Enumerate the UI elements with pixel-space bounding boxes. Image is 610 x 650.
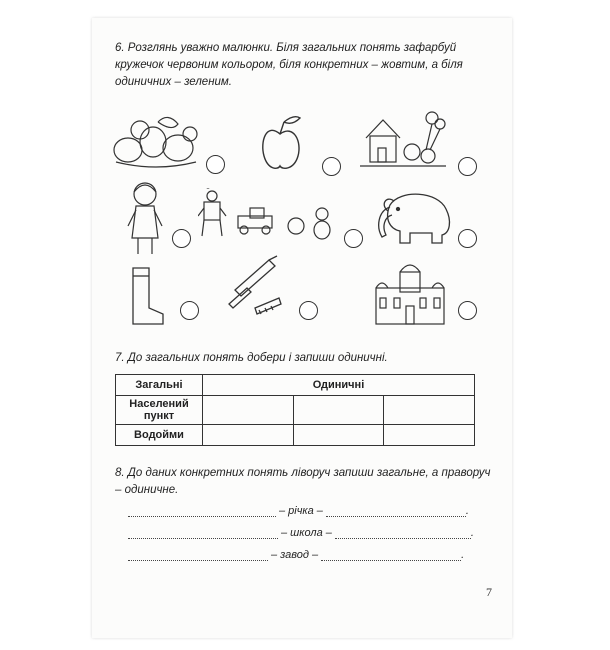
answer-cell[interactable] xyxy=(293,396,384,425)
elephant-icon xyxy=(370,185,458,247)
answer-blank-left[interactable] xyxy=(128,528,278,539)
answer-cell[interactable] xyxy=(384,396,475,425)
fill-line-row: – завод – . xyxy=(128,549,464,561)
answer-circle[interactable] xyxy=(206,155,225,174)
fill-line-row: – школа – . xyxy=(128,527,474,539)
given-word: – завод – xyxy=(271,549,319,561)
answer-blank-left[interactable] xyxy=(128,506,276,517)
vegetables-fruits-pile-icon xyxy=(108,112,203,170)
answer-cell[interactable] xyxy=(203,396,294,425)
task-6-instructions: 6. Розглянь уважно малюнки. Біля загальних понять зафарбуй кружечок червоним кольором, біля конкретних – жовтим, а біля одиничних – зеленим. xyxy=(115,42,463,88)
task-8-instructions: 8. До даних конкретних понять ліворуч запиши загальне, а праворуч – одиничне. xyxy=(115,467,491,496)
row-label: Водойми xyxy=(116,425,203,446)
given-word: – школа – xyxy=(281,527,332,539)
answer-circle[interactable] xyxy=(322,157,341,176)
tools-icon xyxy=(225,252,285,324)
row-label: Населений пункт xyxy=(116,396,203,425)
page-number: 7 xyxy=(486,585,492,599)
task-7-instructions: 7. До загальних понять добери і запиши одиничні. xyxy=(115,352,388,364)
answer-cell[interactable] xyxy=(384,425,475,446)
toys-group-icon xyxy=(198,188,338,244)
answer-cell[interactable] xyxy=(293,425,384,446)
answer-blank-right[interactable] xyxy=(326,506,466,517)
cathedral-icon xyxy=(370,258,450,330)
answer-blank-left[interactable] xyxy=(128,550,268,561)
apple-icon xyxy=(258,112,303,174)
column-header-single: Одиничні xyxy=(203,375,475,396)
answer-blank-right[interactable] xyxy=(335,528,471,539)
answer-circle[interactable] xyxy=(458,157,477,176)
table-row xyxy=(116,425,475,446)
girl-doll-icon xyxy=(124,180,166,258)
answer-blank-right[interactable] xyxy=(321,550,461,561)
answer-circle[interactable] xyxy=(344,229,363,248)
answer-circle[interactable] xyxy=(172,229,191,248)
general-single-table xyxy=(115,374,475,446)
answer-circle[interactable] xyxy=(458,301,477,320)
column-header-general: Загальні xyxy=(116,375,203,396)
table-row xyxy=(116,396,475,425)
boot-icon xyxy=(127,264,167,328)
answer-cell[interactable] xyxy=(203,425,294,446)
answer-circle[interactable] xyxy=(180,301,199,320)
cartoon-town-icon xyxy=(356,110,448,172)
answer-circle[interactable] xyxy=(458,229,477,248)
fill-line-row: – річка – . xyxy=(128,505,469,517)
given-word: – річка – xyxy=(279,505,323,517)
answer-circle[interactable] xyxy=(299,301,318,320)
